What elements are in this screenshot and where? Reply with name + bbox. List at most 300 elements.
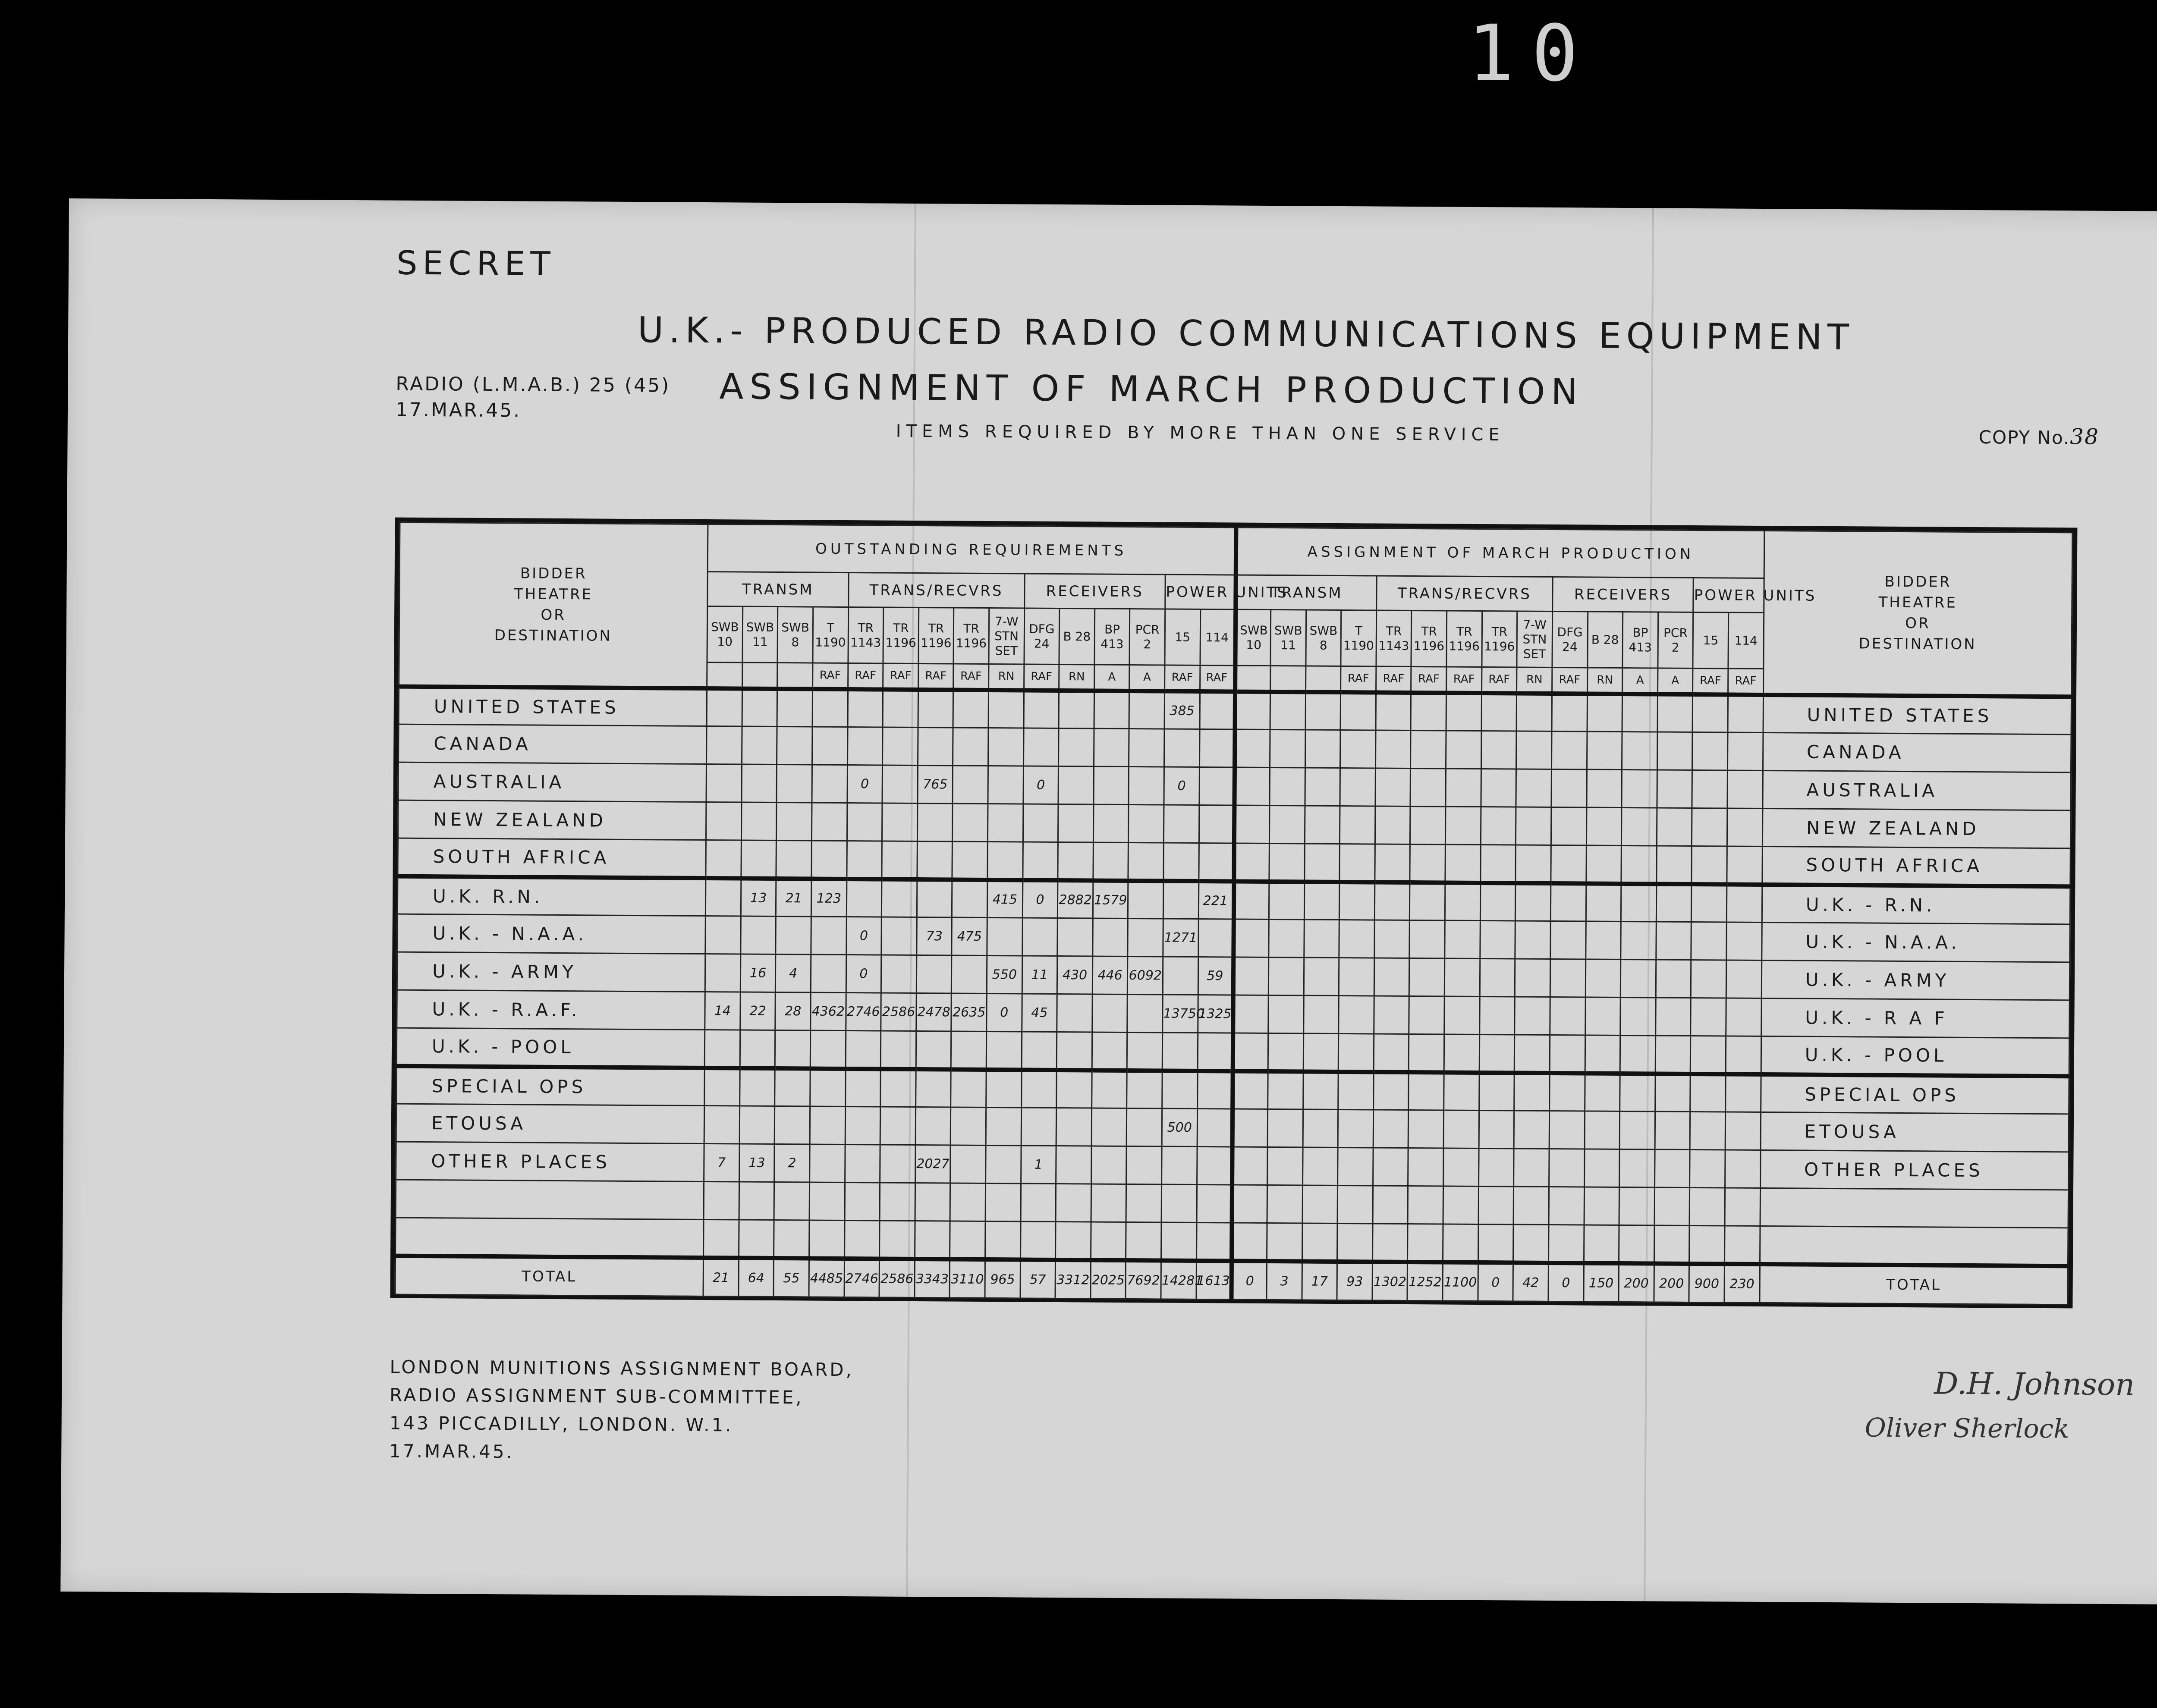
value-cell <box>742 764 777 802</box>
value-cell <box>810 1106 845 1144</box>
value-cell <box>1021 1184 1056 1221</box>
assignment-total-cell: 1252 <box>1407 1262 1443 1301</box>
value-cell <box>950 1221 985 1259</box>
assignment-total-cell: 0 <box>1231 1261 1267 1300</box>
value-cell <box>739 1068 775 1106</box>
document-title: U.K.- PRODUCED RADIO COMMUNICATIONS EQUIPMENT <box>637 310 1855 358</box>
value-cell <box>952 955 987 993</box>
assignment-cell <box>1551 807 1586 845</box>
assignment-cell <box>1550 997 1585 1035</box>
assignment-cell <box>1374 1034 1409 1072</box>
value-cell <box>917 804 953 841</box>
value-cell <box>880 1031 916 1069</box>
value-cell <box>740 1030 775 1068</box>
document-sheet <box>60 198 2157 1606</box>
assignment-cell <box>1232 1147 1267 1185</box>
total-cell: 21 <box>703 1258 739 1297</box>
assignment-cell <box>1338 1034 1374 1072</box>
value-cell: 22 <box>740 992 775 1030</box>
row-label: U.K. - N.A.A. <box>397 914 706 954</box>
value-cell <box>953 804 988 841</box>
value-cell <box>917 841 953 879</box>
assignment-cell <box>1727 808 1762 846</box>
assignment-cell <box>1479 1073 1514 1111</box>
value-cell <box>882 879 917 917</box>
assignment-cell <box>1657 846 1692 884</box>
assignment-cell <box>1548 1224 1584 1262</box>
value-cell <box>845 1069 880 1107</box>
total-label: TOTAL <box>395 1256 704 1296</box>
assignment-cell <box>1584 1149 1619 1187</box>
value-cell <box>1197 1185 1232 1223</box>
assignment-cell <box>1549 1111 1585 1149</box>
assignment-cell <box>1585 959 1621 997</box>
column-header: PCR 2 <box>1658 612 1693 668</box>
copy-number-value: 38 <box>2070 424 2100 449</box>
value-cell: 73 <box>917 917 952 955</box>
assignment-cell <box>1409 1110 1444 1148</box>
assignment-cell <box>1374 920 1410 958</box>
assignment-cell <box>1514 1111 1549 1149</box>
service-cell: RAF <box>813 663 848 689</box>
total-cell: 14281 <box>1161 1260 1196 1299</box>
value-cell <box>1094 728 1129 766</box>
service-cell <box>707 662 742 688</box>
column-header: TR 1196 <box>1482 611 1517 667</box>
value-cell <box>1091 1146 1126 1184</box>
assignment-cell <box>1478 1149 1514 1187</box>
value-cell <box>775 1068 810 1106</box>
assignment-cell <box>1690 1149 1725 1187</box>
assignment-cell <box>1515 959 1550 997</box>
value-cell <box>1161 1184 1197 1222</box>
assignment-cell <box>1622 732 1657 770</box>
bidder-header <box>1763 531 2072 697</box>
assignment-cell <box>1373 1186 1408 1224</box>
assignment-cell <box>1725 1150 1761 1188</box>
service-cell: RAF <box>1446 667 1482 693</box>
value-cell <box>880 1145 915 1183</box>
value-cell <box>1126 1146 1162 1184</box>
row-label: U.K. R.N. <box>397 876 706 916</box>
assignment-grid <box>394 522 2073 1306</box>
assignment-cell <box>1481 845 1516 883</box>
assignment-cell <box>1409 1034 1444 1072</box>
assignment-cell <box>1304 882 1339 920</box>
assignment-cell <box>1410 845 1445 882</box>
assignment-cell <box>1376 692 1411 730</box>
assignment-cell <box>1655 1074 1690 1111</box>
value-cell <box>1197 1147 1232 1185</box>
group-header: TRANS/RECVRS <box>1377 576 1553 611</box>
column-header: T 1190 <box>1341 610 1376 666</box>
value-cell: 2586 <box>881 993 916 1031</box>
assignment-cell <box>1443 1224 1478 1262</box>
value-cell <box>847 727 883 765</box>
column-header: 7-W STN SET <box>1517 611 1552 667</box>
assignment-cell <box>1654 1149 1690 1187</box>
value-cell <box>953 728 988 766</box>
assignment-cell <box>1270 768 1305 806</box>
value-cell: 2635 <box>951 993 987 1031</box>
value-cell <box>1058 842 1093 880</box>
value-cell <box>1129 805 1164 843</box>
assignment-cell <box>1337 1224 1373 1262</box>
service-cell <box>777 663 813 689</box>
column-header: BP 413 <box>1622 612 1658 668</box>
assignment-cell <box>1233 995 1268 1033</box>
assignment-cell <box>1692 732 1728 770</box>
assignment-cell <box>1654 1187 1690 1225</box>
assignment-cell <box>1620 1074 1655 1111</box>
assignment-cell <box>1445 920 1480 958</box>
value-cell <box>1161 1222 1197 1260</box>
column-header: TR 1143 <box>1376 610 1412 666</box>
value-cell <box>777 803 812 841</box>
value-cell <box>1093 842 1129 880</box>
value-cell <box>985 1184 1021 1221</box>
value-cell: 0 <box>847 765 883 803</box>
document-subtitle: ASSIGNMENT OF MARCH PRODUCTION <box>719 366 1584 413</box>
value-cell <box>987 918 1022 956</box>
assignment-cell <box>1233 1109 1268 1147</box>
assignment-cell <box>1411 693 1446 731</box>
value-cell <box>706 764 742 802</box>
assignment-cell <box>1409 958 1445 996</box>
value-cell <box>1128 919 1163 957</box>
value-cell <box>845 1183 880 1221</box>
value-cell <box>1091 1108 1127 1146</box>
value-cell: 446 <box>1092 956 1128 994</box>
value-cell <box>987 842 1023 880</box>
assignment-table <box>390 518 2077 1309</box>
assignment-cell <box>1304 920 1339 958</box>
assignment-cell <box>1725 1112 1761 1150</box>
value-cell <box>950 1183 985 1221</box>
value-cell: 765 <box>918 766 953 804</box>
service-cell: A <box>1129 665 1165 691</box>
assignment-total-cell: 0 <box>1478 1262 1513 1301</box>
total-cell: 4485 <box>809 1258 844 1297</box>
column-header: DFG 24 <box>1552 612 1588 668</box>
value-cell <box>741 840 777 878</box>
assignment-cell <box>1375 730 1411 768</box>
assignment-cell <box>1586 807 1622 845</box>
group-header: TRANSM <box>707 572 849 607</box>
assignment-cell <box>1373 1148 1408 1186</box>
value-cell: 2478 <box>916 993 952 1031</box>
footer-line: LONDON MUNITIONS ASSIGNMENT BOARD, <box>390 1356 854 1381</box>
assignment-cell <box>1270 692 1305 730</box>
reference-number: RADIO (L.M.A.B.) 25 (45) <box>396 373 671 397</box>
value-cell: 0 <box>1022 880 1058 918</box>
column-header: 7-W STN SET <box>989 608 1024 664</box>
assignment-cell <box>1621 922 1656 960</box>
assignment-cell <box>1338 1110 1373 1148</box>
value-cell <box>1127 1071 1162 1108</box>
value-cell <box>1164 729 1200 767</box>
assignment-cell <box>1269 844 1305 882</box>
service-cell: RAF <box>1693 669 1728 694</box>
assignment-cell <box>1690 1074 1726 1111</box>
assignment-cell <box>1552 694 1587 732</box>
assignment-cell <box>1657 808 1692 846</box>
value-cell <box>706 802 742 840</box>
value-cell: 13 <box>741 878 776 916</box>
assignment-cell <box>1339 844 1375 882</box>
value-cell <box>1059 728 1094 766</box>
assignment-cell <box>1445 807 1481 845</box>
assignment-cell <box>1267 1109 1303 1147</box>
assignment-cell <box>1726 884 1762 922</box>
assignment-cell <box>1443 1148 1479 1186</box>
row-label: ETOUSA <box>396 1104 704 1143</box>
total-cell: 965 <box>985 1259 1020 1298</box>
assignment-cell <box>1445 845 1481 882</box>
footer-line: 143 PICCADILLY, LONDON. W.1. <box>389 1412 733 1436</box>
value-cell <box>1199 843 1234 881</box>
assignment-cell <box>1514 1035 1550 1073</box>
bidder-header-line: BIDDER <box>1884 573 1952 591</box>
assignment-total-cell: 0 <box>1548 1262 1584 1301</box>
service-cell <box>1235 666 1270 691</box>
assignment-cell <box>1515 921 1550 959</box>
document-caption: ITEMS REQUIRED BY MORE THAN ONE SERVICE <box>896 421 1505 445</box>
assignment-cell <box>1549 1149 1584 1187</box>
value-cell <box>1091 1070 1127 1108</box>
value-cell: 550 <box>987 956 1022 994</box>
column-header: TR 1196 <box>883 607 918 663</box>
assignment-cell <box>1268 995 1304 1033</box>
bidder-header-line: THEATRE <box>514 585 593 603</box>
assignment-cell <box>1657 732 1692 770</box>
value-cell <box>704 1182 739 1220</box>
service-cell: A <box>1094 665 1129 691</box>
assignment-cell <box>1302 1223 1337 1261</box>
row-label-right <box>1760 1188 2069 1228</box>
column-header: B 28 <box>1059 609 1094 665</box>
assignment-cell <box>1268 1033 1303 1071</box>
value-cell <box>1021 1108 1056 1146</box>
column-header: TR 1196 <box>953 608 989 664</box>
total-cell: 7692 <box>1126 1260 1161 1299</box>
value-cell <box>988 728 1023 766</box>
value-cell <box>774 1182 809 1220</box>
value-cell <box>739 1106 775 1144</box>
service-cell: RAF <box>953 664 989 690</box>
outstanding-requirements-header: OUTSTANDING REQUIREMENTS <box>707 524 1236 575</box>
bidder-header <box>399 522 708 688</box>
assignment-cell <box>1339 920 1374 958</box>
value-cell: 2882 <box>1058 880 1093 918</box>
service-cell: RN <box>1517 667 1552 693</box>
service-cell: RN <box>1587 668 1622 694</box>
value-cell <box>953 766 988 804</box>
value-cell <box>707 688 742 726</box>
value-cell: 59 <box>1198 957 1233 995</box>
total-cell: 3343 <box>915 1259 950 1298</box>
value-cell <box>1128 881 1163 919</box>
row-label-right: U.K. - POOL <box>1761 1036 2069 1076</box>
value-cell <box>742 726 777 764</box>
assignment-cell <box>1585 1111 1620 1149</box>
assignment-cell <box>1233 1033 1268 1071</box>
assignment-cell <box>1338 1148 1373 1186</box>
assignment-cell <box>1725 1188 1760 1226</box>
service-cell: RAF <box>883 663 918 689</box>
column-header: PCR 2 <box>1129 609 1165 665</box>
value-cell <box>882 765 918 803</box>
assignment-cell <box>1443 1186 1478 1224</box>
value-cell: 13750 <box>1163 995 1198 1033</box>
value-cell: 6092 <box>1128 957 1163 995</box>
value-cell <box>1163 881 1198 919</box>
value-cell <box>880 1069 916 1107</box>
assignment-cell <box>1622 694 1657 732</box>
row-label: U.K. - POOL <box>396 1028 705 1068</box>
assignment-cell <box>1655 998 1691 1036</box>
assignment-cell <box>1516 769 1551 807</box>
assignment-total-cell: 150 <box>1583 1263 1619 1302</box>
value-cell: 0 <box>846 955 881 993</box>
assignment-cell <box>1446 693 1481 731</box>
value-cell <box>915 1221 950 1259</box>
row-label: NEW ZEALAND <box>398 800 706 840</box>
row-label-right: U.K. - N.A.A. <box>1762 923 2070 962</box>
assignment-cell <box>1233 919 1269 957</box>
assignment-cell <box>1374 996 1409 1034</box>
value-cell <box>916 1031 951 1069</box>
assignment-cell <box>1303 1109 1338 1147</box>
value-cell <box>777 765 812 803</box>
total-label-right: TOTAL <box>1760 1264 2068 1304</box>
service-cell: RAF <box>1728 669 1764 694</box>
group-header: POWER UNITS <box>1165 575 1236 609</box>
column-header: SWB 11 <box>1270 610 1306 666</box>
assignment-cell <box>1551 732 1587 769</box>
value-cell <box>1197 1109 1233 1147</box>
value-cell <box>1057 918 1093 956</box>
service-cell: RAF <box>1481 667 1517 693</box>
assignment-cell <box>1655 1111 1690 1149</box>
value-cell <box>811 803 847 841</box>
value-cell <box>951 1031 987 1069</box>
assignment-cell <box>1585 921 1621 959</box>
total-cell: 2746 <box>844 1259 880 1297</box>
group-header: POWER UNITS <box>1693 578 1764 613</box>
value-cell <box>1058 804 1094 842</box>
value-cell: 1271 <box>1163 919 1198 957</box>
value-cell <box>1091 1184 1126 1222</box>
value-cell <box>705 878 741 916</box>
value-cell: 500 <box>1162 1108 1197 1146</box>
row-label-right: OTHER PLACES <box>1760 1150 2069 1190</box>
value-cell: 0 <box>1164 767 1199 805</box>
value-cell <box>1023 804 1058 842</box>
value-cell: 14 <box>705 992 740 1030</box>
row-label-right: SOUTH AFRICA <box>1762 847 2071 886</box>
value-cell <box>776 917 811 954</box>
column-header: SWB 10 <box>707 606 742 662</box>
footer-line: 17.MAR.45. <box>389 1440 515 1463</box>
value-cell <box>917 879 952 917</box>
value-cell <box>1126 1222 1161 1260</box>
value-cell <box>1058 766 1094 804</box>
assignment-cell <box>1689 1225 1725 1263</box>
assignment-cell <box>1726 960 1761 998</box>
assignment-cell <box>1444 996 1480 1034</box>
column-header: SWB 8 <box>1306 610 1341 666</box>
column-header: TR 1143 <box>848 607 883 663</box>
assignment-cell <box>1232 1185 1267 1223</box>
value-cell: 2 <box>774 1144 810 1182</box>
service-cell: RAF <box>848 663 883 689</box>
value-cell <box>951 1069 986 1107</box>
assignment-cell <box>1619 1111 1655 1149</box>
value-cell: 7 <box>704 1144 739 1182</box>
assignment-cell <box>1409 920 1445 958</box>
assignment-cell <box>1339 996 1374 1034</box>
service-cell: RAF <box>1552 668 1587 694</box>
assignment-cell <box>1375 806 1410 844</box>
assignment-cell <box>1619 1187 1654 1225</box>
value-cell <box>741 916 776 954</box>
assignment-cell <box>1479 1111 1514 1149</box>
assignment-cell <box>1656 884 1692 922</box>
assignment-cell <box>1550 921 1586 959</box>
copy-number <box>1979 424 2100 449</box>
assignment-total-cell: 200 <box>1619 1263 1654 1302</box>
value-cell <box>1129 691 1164 729</box>
assignment-cell <box>1340 730 1376 768</box>
assignment-cell <box>1656 960 1691 998</box>
column-header: 15 <box>1693 612 1728 669</box>
assignment-total-cell: 200 <box>1654 1263 1689 1302</box>
assignment-cell <box>1270 730 1305 768</box>
assignment-cell <box>1584 1187 1619 1225</box>
assignment-cell <box>1656 922 1692 960</box>
value-cell <box>1199 767 1235 805</box>
assignment-cell <box>1514 1149 1549 1187</box>
assignment-cell <box>1551 769 1587 807</box>
assignment-cell <box>1691 1036 1726 1074</box>
service-cell: RN <box>1059 665 1094 691</box>
row-label-right <box>1760 1226 2068 1265</box>
column-header: SWB 11 <box>742 606 778 662</box>
assignment-cell <box>1621 846 1657 884</box>
value-cell <box>1022 918 1057 956</box>
value-cell <box>1198 919 1233 957</box>
assignment-cell <box>1445 882 1480 920</box>
assignment-cell <box>1444 1034 1479 1072</box>
assignment-cell <box>1338 1072 1374 1110</box>
column-header: T 1190 <box>813 607 848 663</box>
assignment-cell <box>1724 1226 1760 1264</box>
assignment-cell <box>1689 1187 1725 1225</box>
assignment-cell <box>1692 846 1727 884</box>
value-cell <box>1129 767 1164 805</box>
value-cell: 0 <box>846 917 881 955</box>
assignment-total-cell: 1302 <box>1372 1262 1408 1300</box>
assignment-cell <box>1726 1036 1761 1074</box>
assignment-cell <box>1267 1185 1302 1223</box>
assignment-cell <box>1478 1187 1514 1224</box>
value-cell <box>777 689 812 727</box>
total-cell: 3312 <box>1055 1260 1091 1299</box>
assignment-cell <box>1619 1225 1654 1263</box>
assignment-cell <box>1726 998 1761 1036</box>
value-cell <box>705 954 740 992</box>
